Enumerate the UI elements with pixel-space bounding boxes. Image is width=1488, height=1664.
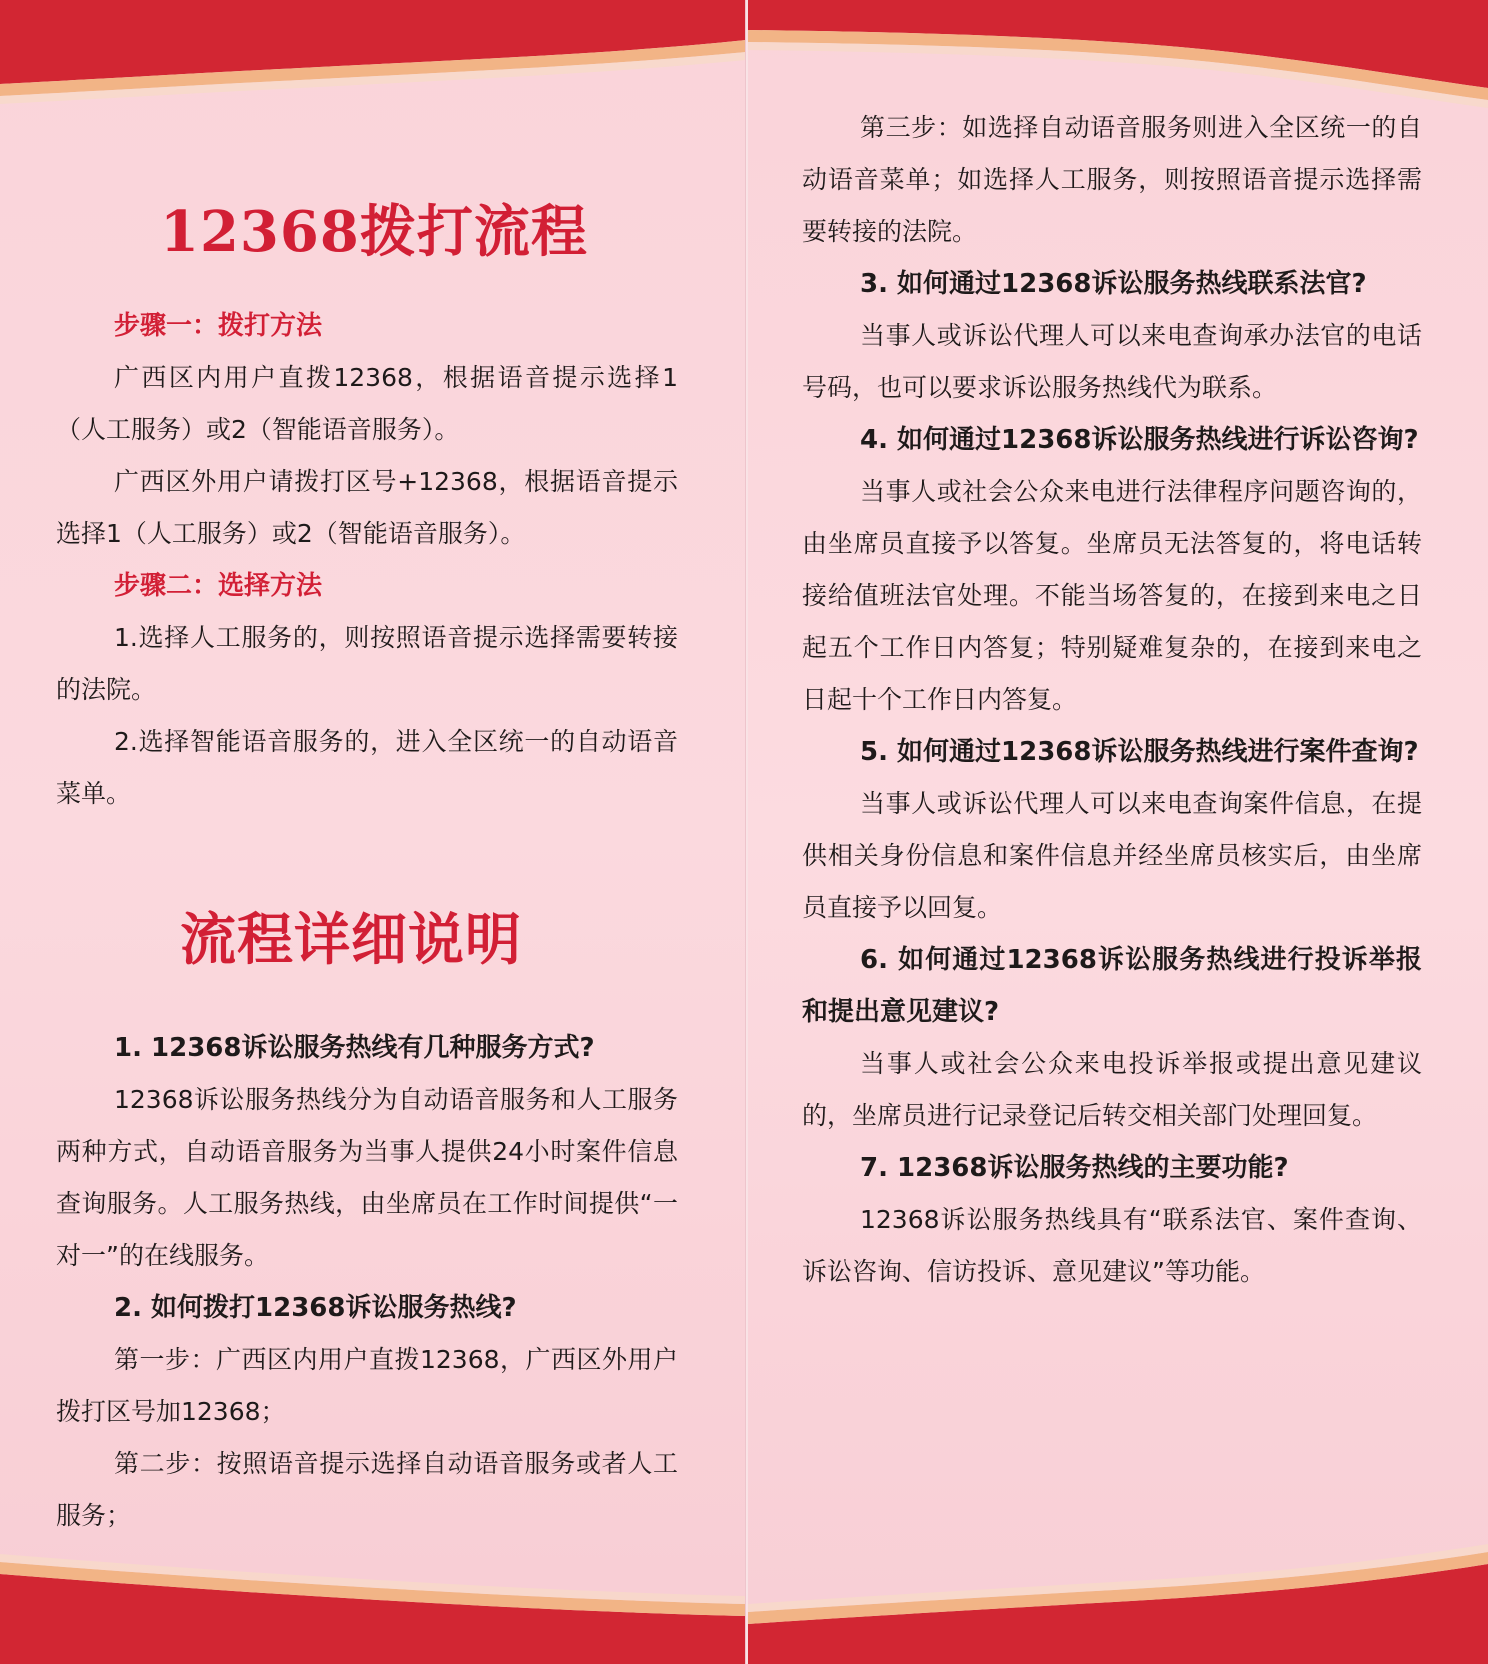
question-1: 1. 12368诉讼服务热线有几种服务方式? xyxy=(114,1033,595,1063)
step1-paragraph-2: 广西区外用户请拨打区号+12368，根据语音提示选择1（人工服务）或2（智能语音服务）。 xyxy=(56,467,678,548)
top-wave-decoration xyxy=(0,0,746,140)
dial-steps-column xyxy=(56,300,678,820)
dial-process-title: 12368拨打流程 xyxy=(160,199,588,265)
step2-title: 步骤二：选择方法 xyxy=(114,571,323,601)
answer-2-step-3: 第三步：如选择自动语音服务则进入全区统一的自动语音菜单；如选择人工服务，则按照语音提示选择需要转接的法院。 xyxy=(802,113,1422,246)
bottom-wave-decoration xyxy=(0,1534,746,1664)
answer-3: 当事人或诉讼代理人可以来电查询承办法官的电话号码，也可以要求诉讼服务热线代为联系。 xyxy=(802,321,1422,402)
answer-2-step-2: 第二步：按照语音提示选择自动语音服务或者人工服务； xyxy=(56,1449,678,1530)
faq-column-left xyxy=(56,1022,678,1542)
answer-6: 当事人或社会公众来电投诉举报或提出意见建议的，坐席员进行记录登记后转交相关部门处理回复。 xyxy=(802,1049,1422,1130)
question-6: 6. 如何通过12368诉讼服务热线进行投诉举报和提出意见建议? xyxy=(802,945,1422,1027)
answer-4: 当事人或社会公众来电进行法律程序问题咨询的，由坐席员直接予以答复。坐席员无法答复的，将电话转接给值班法官处理。不能当场答复的，在接到来电之日起五个工作日内答复；特别疑难复杂的，在接到来电之日起十个工作日内答复。 xyxy=(802,477,1422,714)
detail-title: 流程详细说明 xyxy=(180,907,522,973)
faq-column-right xyxy=(802,102,1422,1298)
step2-paragraph-2: 2.选择智能语音服务的，进入全区统一的自动语音菜单。 xyxy=(56,727,678,808)
answer-1: 12368诉讼服务热线分为自动语音服务和人工服务两种方式，自动语音服务为当事人提供24小时案件信息查询服务。人工服务热线，由坐席员在工作时间提供“一对一”的在线服务。 xyxy=(56,1085,678,1270)
answer-5: 当事人或诉讼代理人可以来电查询案件信息，在提供相关身份信息和案件信息并经坐席员核实后，由坐席员直接予以回复。 xyxy=(802,789,1422,922)
question-3: 3. 如何通过12368诉讼服务热线联系法官? xyxy=(860,269,1367,299)
question-2: 2. 如何拨打12368诉讼服务热线? xyxy=(114,1293,517,1323)
answer-2-step-1: 第一步：广西区内用户直拨12368，广西区外用户拨打区号加12368； xyxy=(56,1345,678,1426)
right-panel xyxy=(748,0,1488,1664)
answer-7: 12368诉讼服务热线具有“联系法官、案件查询、诉讼咨询、信访投诉、意见建议”等功能。 xyxy=(802,1205,1422,1286)
step2-paragraph-1: 1.选择人工服务的，则按照语音提示选择需要转接的法院。 xyxy=(56,623,678,704)
step1-title: 步骤一：拨打方法 xyxy=(114,311,323,341)
question-5: 5. 如何通过12368诉讼服务热线进行案件查询? xyxy=(860,737,1419,767)
bottom-wave-decoration-right xyxy=(748,1534,1488,1664)
question-7: 7. 12368诉讼服务热线的主要功能? xyxy=(860,1153,1289,1183)
step1-paragraph-1: 广西区内用户直拨12368，根据语音提示选择1（人工服务）或2（智能语音服务）。 xyxy=(56,363,678,444)
question-4: 4. 如何通过12368诉讼服务热线进行诉讼咨询? xyxy=(860,425,1419,455)
